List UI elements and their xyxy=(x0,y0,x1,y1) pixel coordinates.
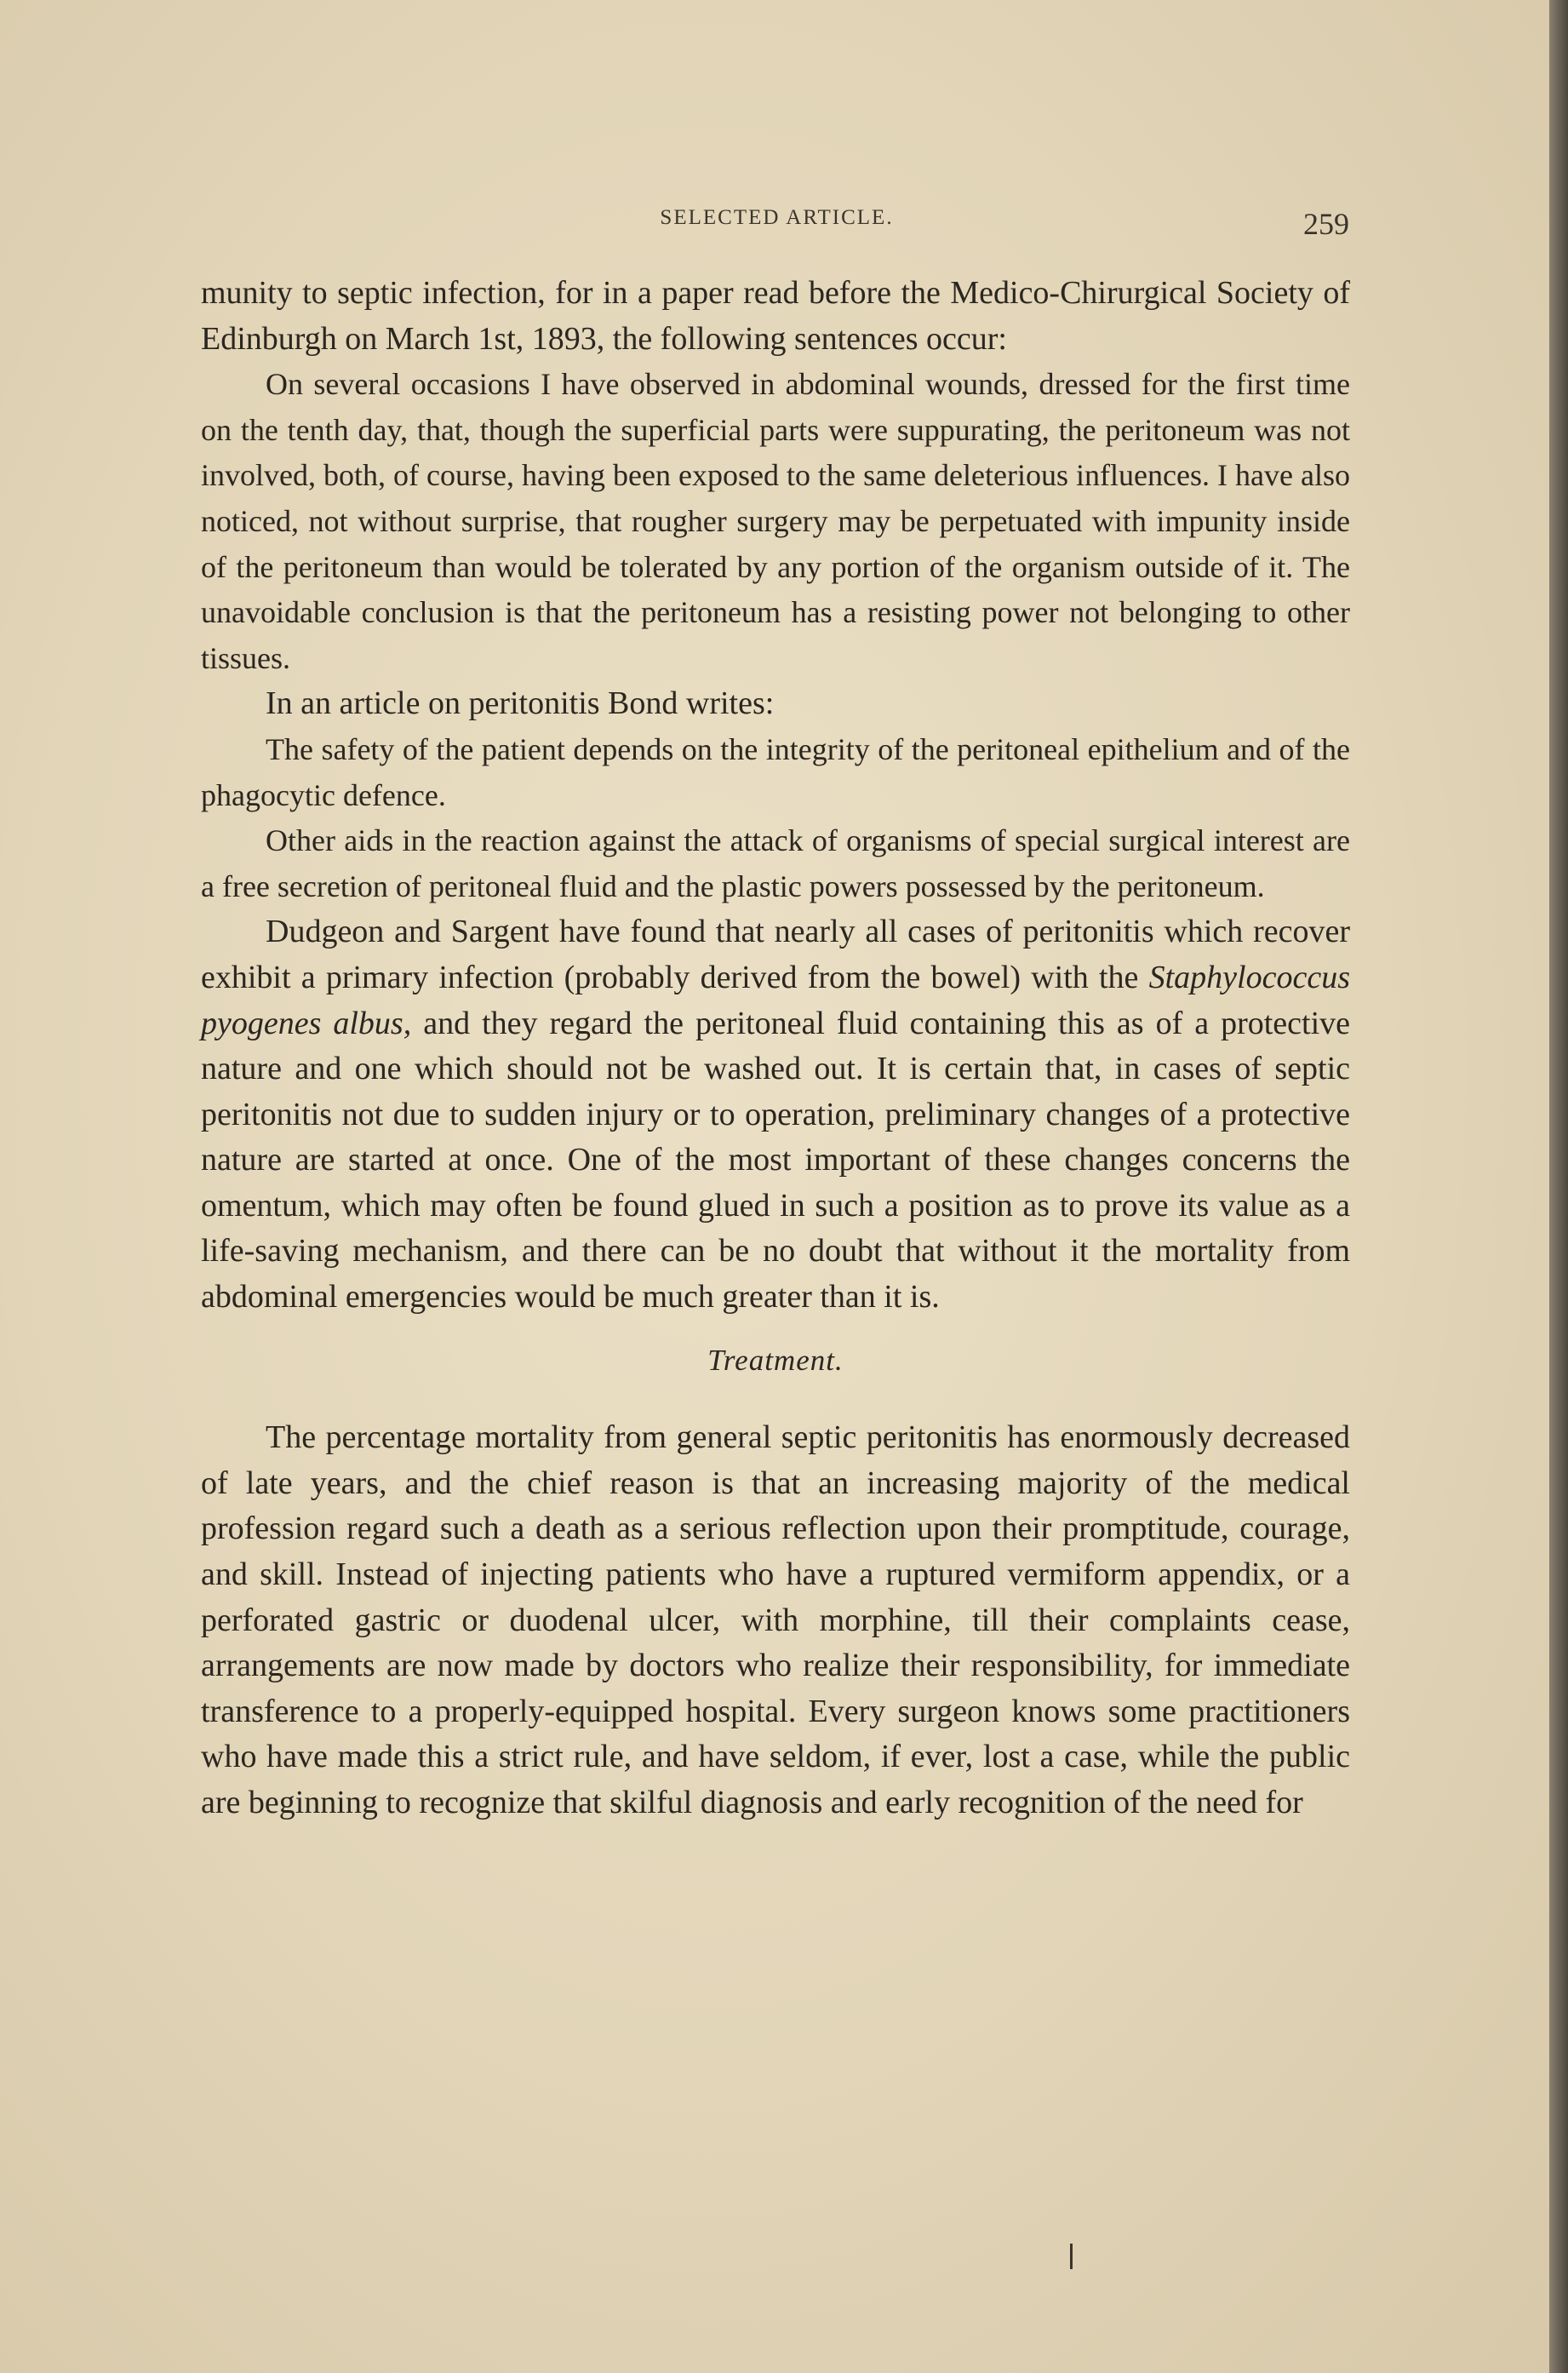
printer-mark xyxy=(1070,2244,1073,2269)
paragraph-treatment: The percentage mortality from general septic peritonitis has enormously decreased of late years, and the chief reason is that an increasing majority of the medical profession regard such a death as a serious reflection upon their promptitude, courage, and skill. Instead of injecting patients who have a ruptured vermiform appendix, or a perforated gastric or duodenal ulcer, with morphine, till their complaints cease, arrangements are now made by doctors who realize their responsibility, for immediate transference to a properly-equipped hospital. Every surgeon knows some practitioners who have made this a strict rule, and have seldom, if ever, lost a case, while the public are beginning to recognize that skilful diagnosis and early recognition of the need for xyxy=(201,1419,1350,1820)
running-head: SELECTED ARTICLE. xyxy=(660,206,894,229)
italic-organism-name: Staphylococcus pyogenes albus, xyxy=(201,959,1350,1041)
quoted-paragraph: The safety of the patient depends on the integrity of the peritoneal epithelium and of the phagocytic defence. xyxy=(201,731,1350,812)
quoted-paragraph: On several occasions I have observed in abdominal wounds, dressed for the first time on the tenth day, that, though the superficial parts were suppurating, the peritoneum was not involved, both, of course, having been exposed to the same deleterious influences. I have also noticed, not without surprise, that rougher surgery may be perpetuated with impunity inside of the peritoneum than would be tolerated by any portion of the organism outside of it. The unavoidable conclusion is that the peritoneum has a resisting power not belonging to other tissues. xyxy=(201,367,1350,675)
paragraph-dudgeon-sargent xyxy=(201,909,1350,1320)
paragraph-continued: munity to septic infection, for in a paper read before the Medico-Chirurgical Society of Edinburgh on March 1st, 1893, the following sentences occur: xyxy=(201,275,1350,357)
article-body xyxy=(201,271,1350,1826)
page-number: 259 xyxy=(1303,207,1349,241)
section-heading: Treatment. xyxy=(707,1343,844,1377)
page-header xyxy=(204,206,1349,240)
paragraph-text: and they regard the peritoneal fluid containing this as of a protective nature and one which should not be washed out. It is certain that, in cases of septic peritonitis not due to sudden injury or to operation, preliminary changes of a protective nature are started at once. One of the most important of these changes concerns the omentum, which may often be found glued in such a position as to prove its value as a life-saving mechanism, and there can be no doubt that without it the mortality from abdominal emergencies would be much greater than it is. xyxy=(201,1005,1351,1315)
paragraph-text: Dudgeon and Sargent have found that nearly all cases of peritonitis which recover exhibit a primary infection (probably derived from the bowel) with the xyxy=(201,914,1350,995)
paragraph-bond-intro: In an article on peritonitis Bond writes: xyxy=(266,685,775,722)
page-edge-shadow xyxy=(1549,0,1568,2373)
quoted-paragraph: Other aids in the reaction against the attack of organisms of special surgical interest are a free secretion of peritoneal fluid and the plastic powers possessed by the peritoneum. xyxy=(201,823,1350,903)
